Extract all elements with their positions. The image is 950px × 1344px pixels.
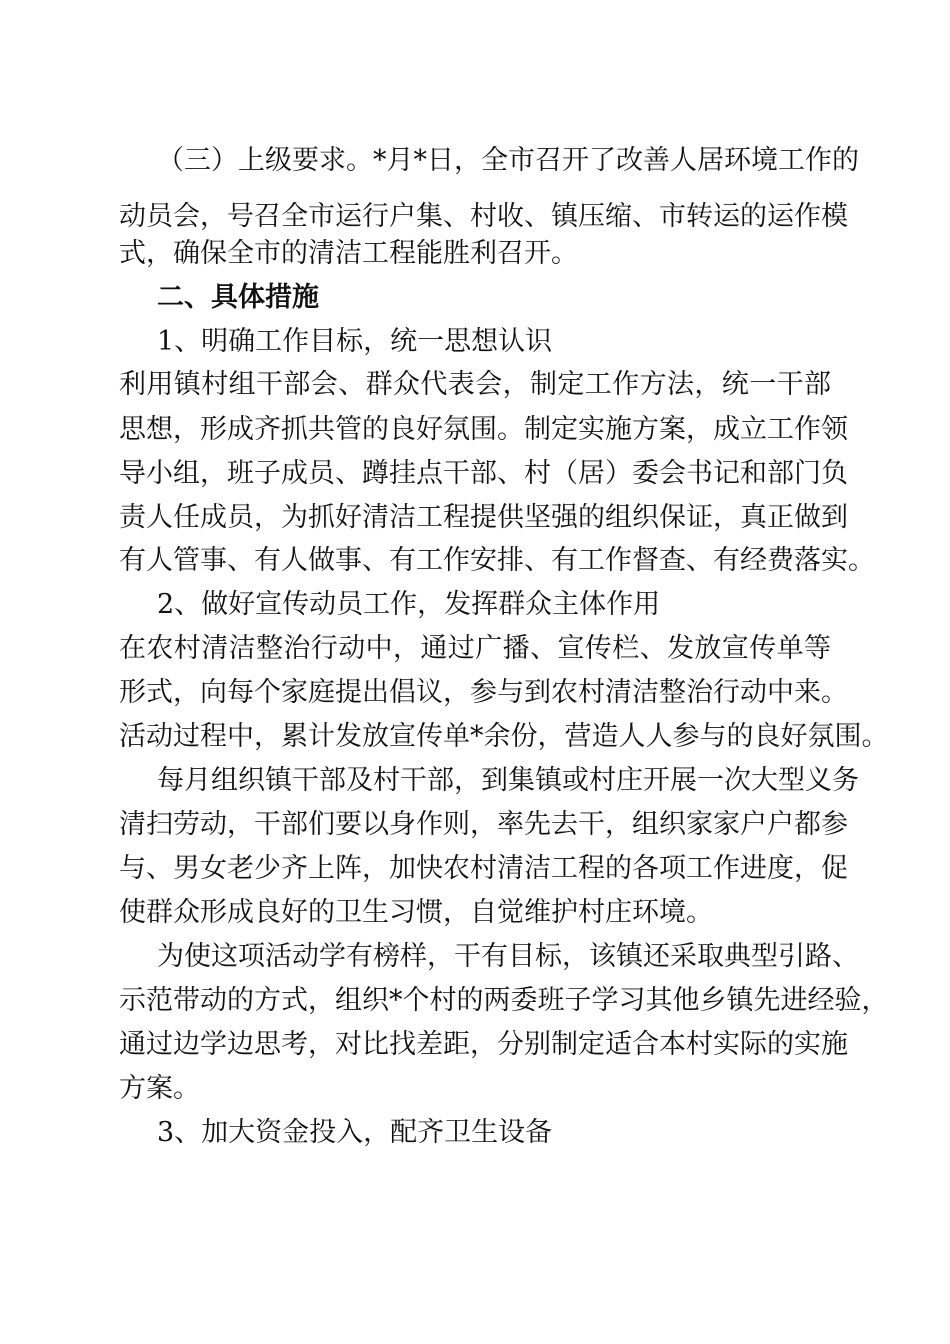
paragraph-line: 在农村清洁整治行动中，通过广播、宣传栏、发放宣传单等	[119, 633, 831, 664]
paragraph-line: 式，确保全市的清洁工程能胜利召开。	[119, 238, 578, 269]
section-heading: 二、具体措施	[157, 282, 319, 313]
paragraph-line: 活动过程中，累计发放宣传单*余份，营造人人参与的良好氛围。	[119, 721, 889, 752]
subsection-heading: 1、明确工作目标，统一思想认识	[157, 326, 553, 357]
paragraph-line: 示范带动的方式，组织*个村的两委班子学习其他乡镇先进经验，	[119, 985, 889, 1016]
paragraph-line: 清扫劳动，干部们要以身作则，率先去干，组织家家户户都参	[119, 809, 848, 840]
paragraph-line: 使群众形成良好的卫生习惯，自觉维护村庄环境。	[119, 897, 713, 928]
paragraph-line: 责人任成员，为抓好清洁工程提供坚强的组织保证，真正做到	[119, 502, 848, 533]
paragraph-line: 思想，形成齐抓共管的良好氛围。制定实施方案，成立工作领	[119, 414, 848, 445]
paragraph-line: 利用镇村组干部会、群众代表会，制定工作方法，统一干部	[119, 369, 831, 400]
paragraph-line: 方案。	[119, 1073, 200, 1104]
subsection-heading: 3、加大资金投入，配齐卫生设备	[157, 1117, 553, 1148]
paragraph-line: 形式，向每个家庭提出倡议，参与到农村清洁整治行动中来。	[119, 677, 848, 708]
paragraph-line: 每月组织镇干部及村干部，到集镇或村庄开展一次大型义务	[157, 765, 859, 796]
paragraph-line: 与、男女老少齐上阵，加快农村清洁工程的各项工作进度，促	[119, 853, 848, 884]
paragraph-line: 导小组，班子成员、蹲挂点干部、村（居）委会书记和部门负	[119, 458, 848, 489]
paragraph-line: 通过边学边思考，对比找差距，分别制定适合本村实际的实施	[119, 1029, 848, 1060]
paragraph-line: （三）上级要求。*月*日，全市召开了改善人居环境工作的	[157, 145, 859, 176]
paragraph-line: 为使这项活动学有榜样，干有目标，该镇还采取典型引路、	[157, 941, 859, 972]
paragraph-line: 动员会，号召全市运行户集、村收、镇压缩、市转运的运作模	[119, 201, 848, 232]
paragraph-line: 有人管事、有人做事、有工作安排、有工作督查、有经费落实。	[119, 545, 875, 576]
subsection-heading: 2、做好宣传动员工作，发挥群众主体作用	[157, 589, 661, 620]
